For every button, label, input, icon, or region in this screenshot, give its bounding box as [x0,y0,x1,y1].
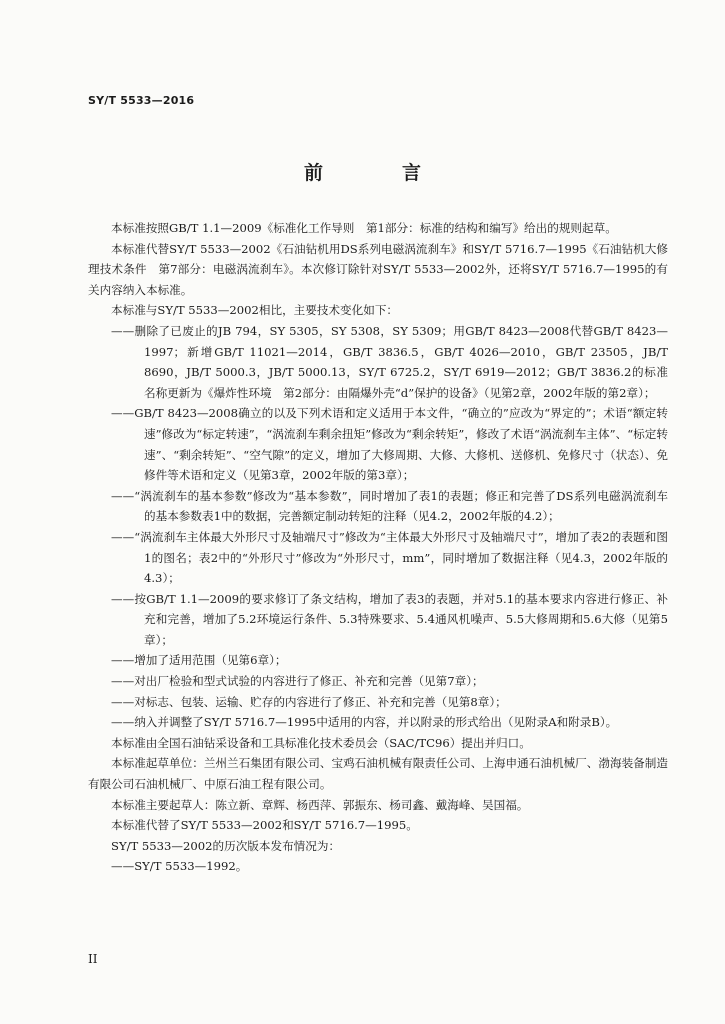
list-item: ——“涡流刹车主体最大外形尺寸及轴端尺寸”修改为“主体最大外形尺寸及轴端尺寸”，增加了表2的表题和图1的图名；表2中的“外形尺寸”修改为“外形尺寸，mm”，同时增加了数据注释（见4.3，2002年版的4.3）； [111,529,668,586]
list-item: ——按GB/T 1.1—2009的要求修订了条文结构，增加了表3的表题，并对5.1的基本要求内容进行修正、补充和完善，增加了5.2环境运行条件、5.3特殊要求、5.4通风机噪声、5.5大修周期和5.6大修（见第5章）； [111,591,668,647]
list-item: ——对标志、包装、运输、贮存的内容进行了修正、补充和完善（见第8章）； [111,694,507,709]
paragraph-drafting-rules: 本标准按照GB/T 1.1—2009《标准化工作导则 第1部分：标准的结构和编写》给出的规则起草。 [111,221,617,235]
paragraph-replacement: 本标准代替SY/T 5533—2002《石油钻机用DS系列电磁涡流刹车》和SY/T 5716.7—1995《石油钻机大修理技术条件 第7部分：电磁涡流刹车》。本次修订除针对SY/T 5533—2002外，还将SY/T 5716.7—1995的有关内容纳入本标准。 [88,241,668,297]
paragraph-drafting-units: 本标准起草单位：兰州兰石集团有限公司、宝鸡石油机械有限责任公司、上海申通石油机械厂、渤海装备制造有限公司石油机械厂、中原石油工程有限公司。 [88,756,668,792]
standard-number: SY/T 5533—2016 [88,94,195,107]
history-item: ——SY/T 5533—1992。 [111,859,248,874]
page-title: 前 言 [303,162,451,184]
foreword-body [88,218,668,877]
paragraph-history-intro: SY/T 5533—2002的历次版本发布情况为： [111,838,341,853]
paragraph-drafters: 本标准主要起草人：陈立新、章辉、杨西萍、郭振东、杨司鑫、戴海峰、吴国福。 [111,797,529,812]
paragraph-supersedes: 本标准代替了SY/T 5533—2002和SY/T 5716.7—1995。 [111,818,418,833]
list-item: ——删除了已废止的JB 794，SY 5305，SY 5308，SY 5309；用GB/T 8423—2008代替GB/T 8423—1997；新增GB/T 11021—2014，GB/T 3836.5，GB/T 4026—2010，GB/T 23505，JB/T 8690，JB/T 5000.3，JB/T 5000.13，SY/T 6725.2，SY/T 6919—2012；GB/T 3836.2的标准名称更新为《爆炸性环境 第2部分：由隔爆外壳“d”保护的设备》（见第2章，2002年版的第2章）； [111,323,668,400]
page-number: II [88,952,98,966]
list-item: ——GB/T 8423—2008确立的以及下列术语和定义适用于本文件，“确立的”应改为“界定的”；术语“额定转速”修改为“标定转速”，“涡流刹车剩余扭矩”修改为“剩余转矩”，修改了术语“涡流刹车主体”、“标定转速”、“剩余转矩”、“空气隙”的定义，增加了大修周期、大修、大修机、送修机、免修尺寸（状态）、免修件等术语和定义（见第3章，2002年版的第3章）； [111,406,668,483]
list-item: ——增加了适用范围（见第6章）； [111,653,287,668]
list-item: ——“涡流刹车的基本参数”修改为“基本参数”，同时增加了表1的表题；修正和完善了DS系列电磁涡流刹车的基本参数表1中的数据，完善额定制动转矩的注释（见4.2，2002年版的4.2）； [111,488,668,524]
paragraph-changes-intro: 本标准与SY/T 5533—2002相比，主要技术变化如下： [111,303,399,318]
list-item: ——对出厂检验和型式试验的内容进行了修正、补充和完善（见第7章）； [111,674,484,689]
list-item: ——纳入并调整了SY/T 5716.7—1995中适用的内容，并以附录的形式给出（见附录A和附录B）。 [111,715,618,730]
paragraph-committee: 本标准由全国石油钻采设备和工具标准化技术委员会（SAC/TC96）提出并归口。 [111,735,531,750]
